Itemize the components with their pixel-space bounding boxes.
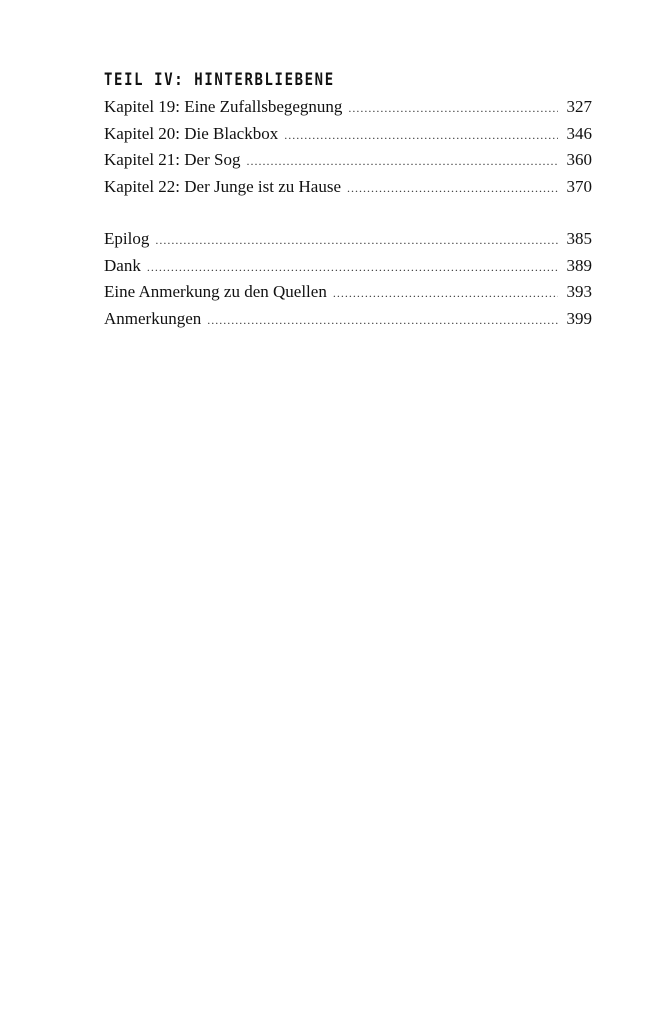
toc-entry-quellen <box>104 279 592 306</box>
toc-entry-anmerkungen <box>104 306 592 333</box>
entry-page-number: 327 <box>566 97 592 116</box>
entry-page-number: 385 <box>566 229 592 248</box>
entry-title: Kapitel 22: Der Junge ist zu Hause <box>104 176 341 196</box>
entry-title: Dank <box>104 255 141 275</box>
table-of-contents <box>104 66 592 332</box>
entry-title: Kapitel 19: Eine Zufallsbegegnung <box>104 97 343 116</box>
dot-leader <box>333 280 558 307</box>
entry-page-number: 399 <box>566 308 592 328</box>
back-matter-list <box>104 226 592 332</box>
entry-page-number: 370 <box>566 176 592 196</box>
entry-page-number: 389 <box>566 255 592 275</box>
dot-leader <box>155 227 558 254</box>
dot-leader <box>207 307 558 334</box>
toc-entry-dank <box>104 253 592 280</box>
entry-title: Epilog <box>104 229 150 248</box>
entry-page-number: 346 <box>566 123 592 143</box>
entry-title: Kapitel 20: Die Blackbox <box>104 123 279 143</box>
part-heading: TEIL IV: HINTERBLIEBENE <box>104 70 335 90</box>
section-spacer <box>104 200 592 226</box>
entry-title: Kapitel 21: Der Sog <box>104 150 241 169</box>
dot-leader <box>284 122 558 149</box>
toc-entry-chapter-19 <box>104 94 592 121</box>
entry-title: Anmerkungen <box>104 308 202 328</box>
dot-leader <box>246 148 558 175</box>
toc-entry-epilog <box>104 226 592 253</box>
dot-leader <box>347 175 558 202</box>
toc-entry-chapter-21 <box>104 147 592 174</box>
entry-page-number: 393 <box>566 282 592 301</box>
dot-leader <box>348 95 558 122</box>
dot-leader <box>147 254 558 281</box>
chapter-list <box>104 94 592 200</box>
toc-entry-chapter-20 <box>104 121 592 148</box>
toc-entry-chapter-22 <box>104 174 592 201</box>
entry-page-number: 360 <box>566 150 592 169</box>
entry-title: Eine Anmerkung zu den Quellen <box>104 282 327 301</box>
